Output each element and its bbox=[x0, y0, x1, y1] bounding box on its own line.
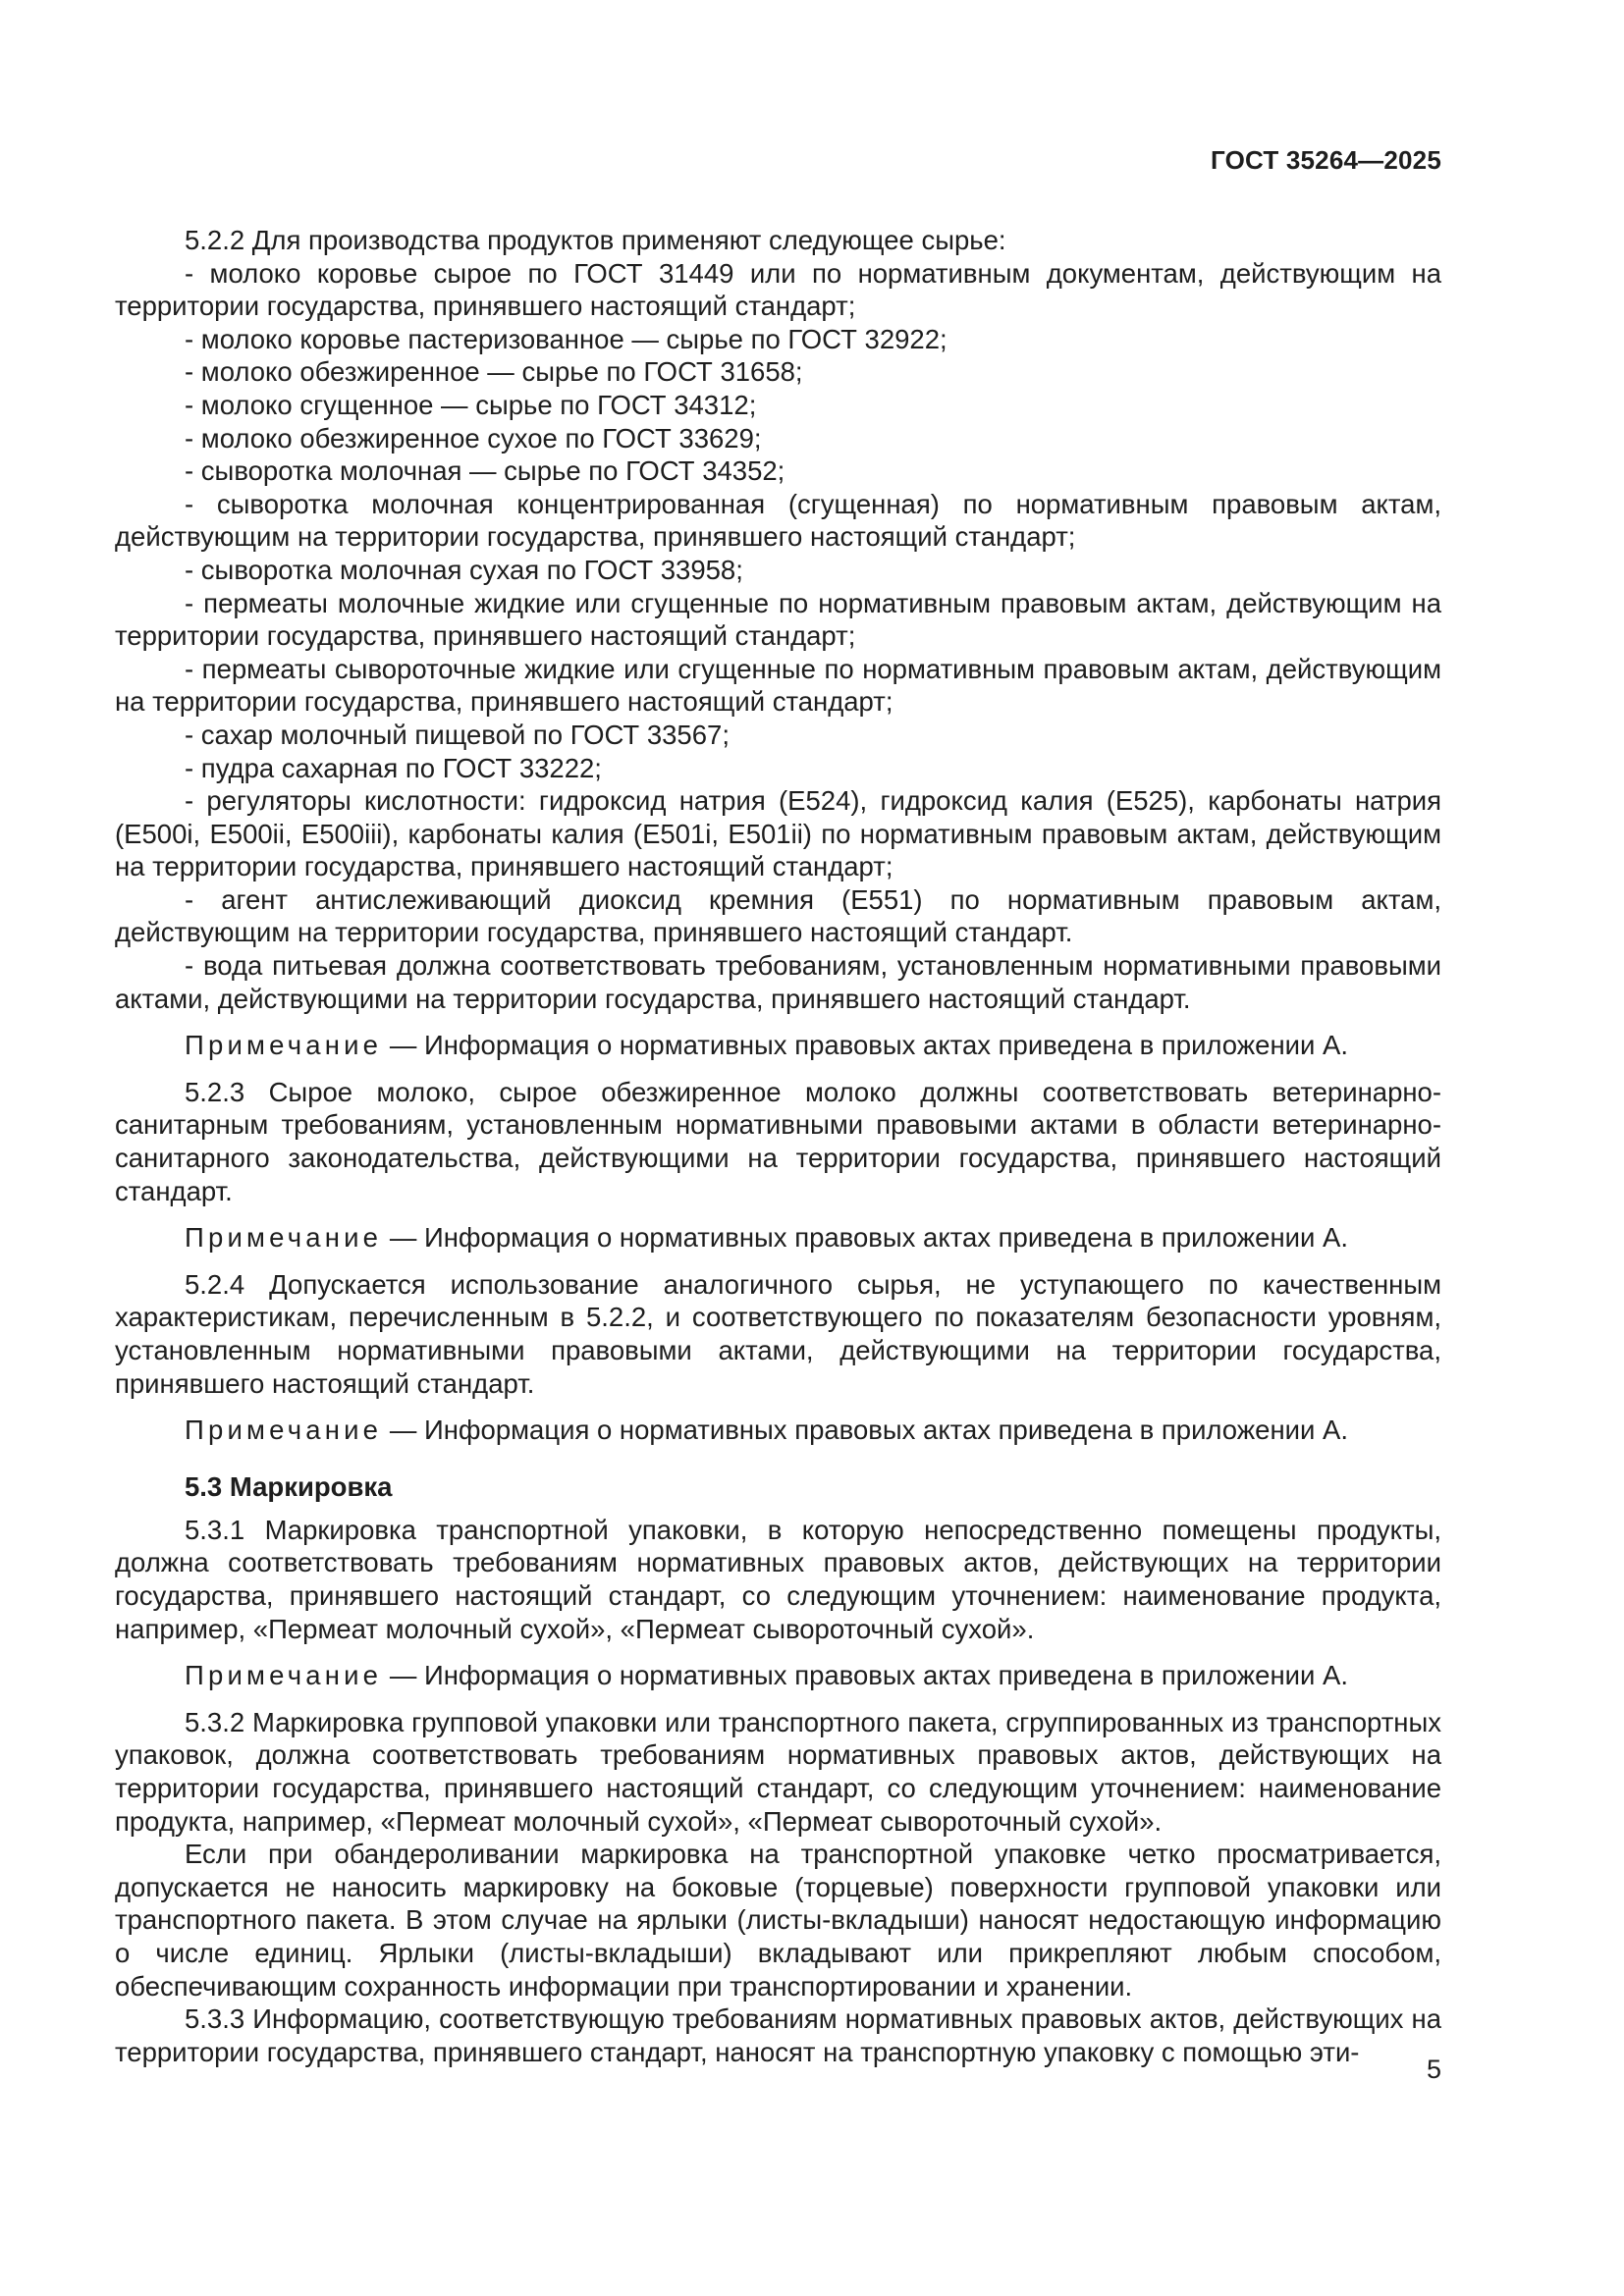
note-label: Примечание bbox=[185, 1415, 383, 1446]
list-item: - пудра сахарная по ГОСТ 33222; bbox=[185, 752, 602, 783]
clause-5-3-2: 5.3.2 Маркировка групповой упаковки или транспортного пакета, сгруппированных из транспортных упаковок, должна соответствовать требованиям нормативных правовых актов, действующих на территории государства, принявшего настоящий стандарт, со следующим уточнением: наименование продукта, например, «Пермеат молочный сухой», «Пермеат сывороточный сухой». bbox=[115, 1706, 1441, 1837]
note-text: — Информация о нормативных правовых актах приведена в приложении А. bbox=[382, 1030, 1348, 1061]
clause-5-2-4: 5.2.4 Допускается использование аналогичного сырья, не уступающего по качественным характеристикам, перечисленным в 5.2.2, и соответствующего по показателям безопасности уровням, установленным нормативными правовыми актами, действующими на территории государства, принявшего настоящий стандарт. bbox=[115, 1268, 1441, 1399]
clause-5-3-2-continuation: Если при обандероливании маркировка на транспортной упаковке четко просматривается, допускается не наносить маркировку на боковые (торцевые) поверхности групповой упаковки или транспортного пакета. В этом случае на ярлыки (листы-вкладыши) наносят недостающую информацию о числе единиц. Ярлыки (листы-вкладыши) вкладывают или прикрепляют любым способом, обеспечивающим сохранность информации при транспортировании и хранении. bbox=[115, 1839, 1441, 2002]
note-label: Примечание bbox=[185, 1030, 383, 1061]
list-item: - вода питьевая должна соответствовать требованиям, установленным нормативными правовыми актами, действующими на территории государства, принявшего настоящий стандарт. bbox=[115, 950, 1441, 1014]
note bbox=[115, 1029, 1441, 1062]
note bbox=[115, 1221, 1441, 1255]
note-text: — Информация о нормативных правовых актах приведена в приложении А. bbox=[382, 1415, 1348, 1446]
list-item: - регуляторы кислотности: гидроксид натрия (Е524), гидроксид калия (Е525), карбонаты натрия (Е500i, Е500ii, Е500iii), карбонаты калия (Е501i, Е501ii) по нормативным правовым актам, действующим на территории государства, принявшего настоящий стандарт; bbox=[115, 785, 1441, 882]
list-item: - молоко коровье пастеризованное — сырье по ГОСТ 32922; bbox=[185, 323, 947, 354]
note-label: Примечание bbox=[185, 1660, 383, 1691]
clause-5-2-2-intro: 5.2.2 Для производства продуктов применяют следующее сырье: bbox=[185, 225, 1006, 255]
clause-5-2-3: 5.2.3 Сырое молоко, сырое обезжиренное молоко должны соответствовать ветеринарно-санитарным требованиям, установленным нормативными правовыми актами в области ветеринарно-санитарного законодательства, действующими на территории государства, принявшего настоящий стандарт. bbox=[115, 1076, 1441, 1206]
list-item: - сыворотка молочная концентрированная (сгущенная) по нормативным правовым актам, действующим на территории государства, принявшего настоящий стандарт; bbox=[115, 488, 1441, 553]
list-item: - молоко сгущенное — сырье по ГОСТ 34312; bbox=[185, 389, 757, 420]
list-item: - агент антислеживающий диоксид кремния (Е551) по нормативным правовым актам, действующим на территории государства, принявшего настоящий стандарт. bbox=[115, 883, 1441, 948]
clause-5-3-3: 5.3.3 Информацию, соответствующую требованиям нормативных правовых актов, действующих на территории государства, принявшего стандарт, наносят на транспортную упаковку с помощью эти- bbox=[115, 2003, 1441, 2067]
note-label: Примечание bbox=[185, 1222, 383, 1254]
clause-5-3-1: 5.3.1 Маркировка транспортной упаковки, в которую непосредственно помещены продукты, должна соответствовать требованиям нормативных правовых актов, действующих на территории государства, принявшего настоящий стандарт, со следующим уточнением: наименование продукта, например, «Пермеат молочный сухой», «Пермеат сывороточный сухой». bbox=[115, 1514, 1441, 1644]
list-item: - молоко обезжиренное — сырье по ГОСТ 31658; bbox=[185, 356, 803, 388]
document-header: ГОСТ 35264—2025 bbox=[1211, 145, 1441, 175]
page-content bbox=[115, 224, 1441, 2068]
list-item: - пермеаты сывороточные жидкие или сгущенные по нормативным правовым актам, действующим на территории государства, принявшего настоящий стандарт; bbox=[115, 653, 1441, 718]
list-item: - сыворотка молочная — сырье по ГОСТ 34352; bbox=[185, 455, 785, 487]
list-item: - молоко обезжиренное сухое по ГОСТ 33629; bbox=[185, 422, 762, 454]
list-item: - молоко коровье сырое по ГОСТ 31449 или по нормативным документам, действующим на территории государства, принявшего настоящий стандарт; bbox=[115, 257, 1441, 322]
note bbox=[115, 1659, 1441, 1692]
list-item: - пермеаты молочные жидкие или сгущенные по нормативным правовым актам, действующим на территории государства, принявшего настоящий стандарт; bbox=[115, 587, 1441, 652]
section-heading-5-3: 5.3 Маркировка bbox=[185, 1470, 393, 1502]
note-text: — Информация о нормативных правовых актах приведена в приложении А. bbox=[382, 1660, 1348, 1691]
list-item: - сахар молочный пищевой по ГОСТ 33567; bbox=[185, 719, 730, 750]
note-text: — Информация о нормативных правовых актах приведена в приложении А. bbox=[382, 1222, 1348, 1254]
page-number: 5 bbox=[1426, 2055, 1441, 2084]
note bbox=[115, 1414, 1441, 1447]
list-item: - сыворотка молочная сухая по ГОСТ 33958; bbox=[185, 554, 743, 585]
